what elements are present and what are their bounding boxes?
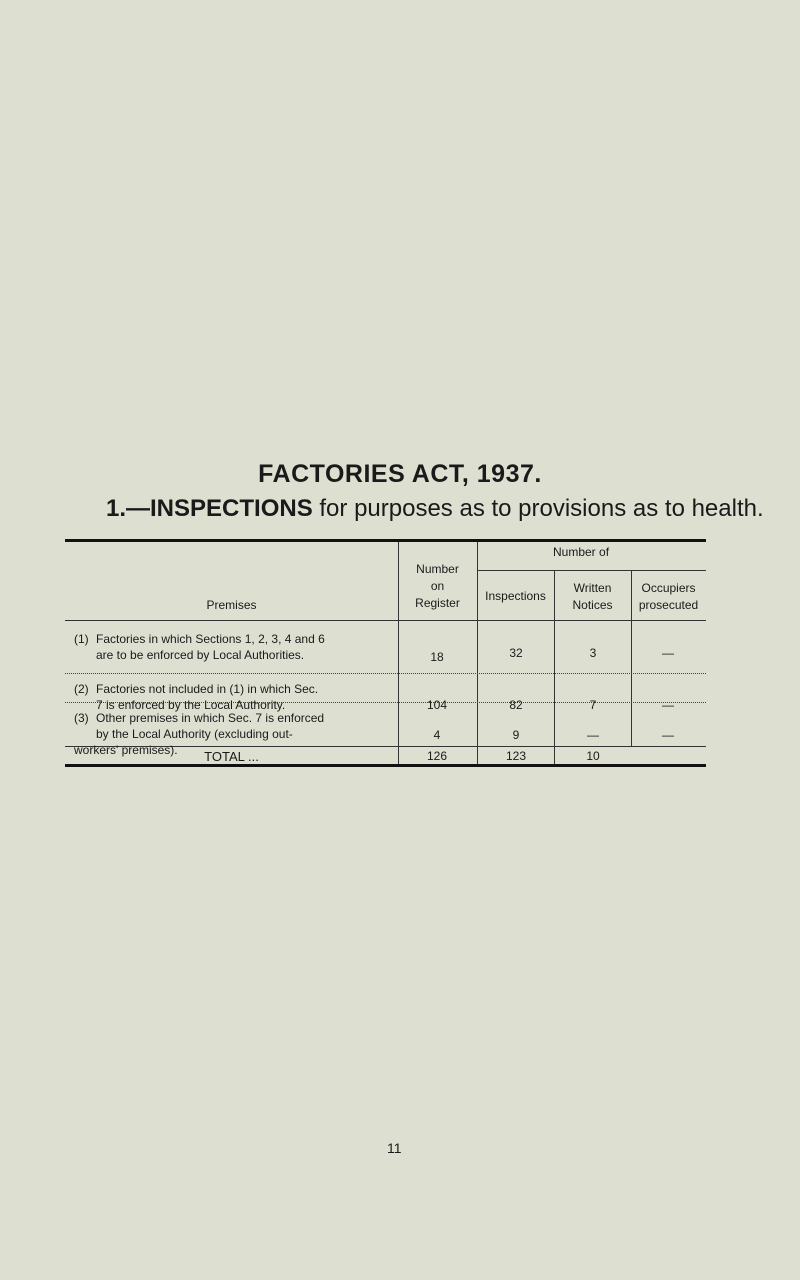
cell-written-notices: 3 <box>589 646 597 660</box>
cell-occupiers: — <box>662 698 674 712</box>
header-register: Number on Register <box>415 562 460 610</box>
header-subrule <box>477 570 706 571</box>
cell-inspections: 9 <box>512 728 520 742</box>
page-subtitle <box>106 495 764 523</box>
header-occupiers-prosecuted: Occupiers prosecuted <box>638 581 699 612</box>
header-written-notices: Written Notices <box>572 581 613 612</box>
row-divider <box>65 673 706 674</box>
subtitle-lead: 1.—INSPECTIONS <box>106 495 313 522</box>
header-inspections: Inspections <box>485 589 546 603</box>
cell-written-notices: 7 <box>589 698 597 712</box>
page-title: FACTORIES ACT, 1937. <box>258 460 542 488</box>
header-number-of: Number of <box>553 545 610 559</box>
header-rule <box>65 620 706 621</box>
cell-register: 104 <box>426 698 448 712</box>
cell-occupiers: — <box>662 646 674 660</box>
cell-register: 4 <box>433 728 441 742</box>
cell-inspections: 32 <box>509 646 523 660</box>
col-divider <box>477 542 478 764</box>
header-premises: Premises <box>206 598 257 612</box>
row-number: (3) <box>74 711 89 725</box>
table-row <box>74 631 394 665</box>
cell-register: 18 <box>430 650 444 664</box>
row-number: (1) <box>74 632 89 646</box>
cell-written-notices: — <box>587 728 599 742</box>
row-number: (2) <box>74 682 89 696</box>
page-number: 11 <box>387 1140 402 1156</box>
total-register: 126 <box>426 749 448 763</box>
row-description: Factories in which Sections 1, 2, 3, 4 and 6 are to be enforced by Local Authorities. <box>96 632 325 662</box>
cell-occupiers: — <box>662 728 674 742</box>
table-top-rule <box>65 539 706 542</box>
cell-inspections: 82 <box>509 698 523 712</box>
row-description: Factories not included in (1) in which Sec. 7 is enforced by the Local Authority. <box>96 682 319 712</box>
total-inspections: 123 <box>505 749 527 763</box>
row-description: Other premises in which Sec. 7 is enforced by the Local Authority (excluding out- <box>96 711 325 741</box>
subtitle-rest: for purposes as to provisions as to health. <box>319 495 764 522</box>
total-written-notices: 10 <box>586 749 600 763</box>
total-label: TOTAL ... <box>204 749 259 764</box>
